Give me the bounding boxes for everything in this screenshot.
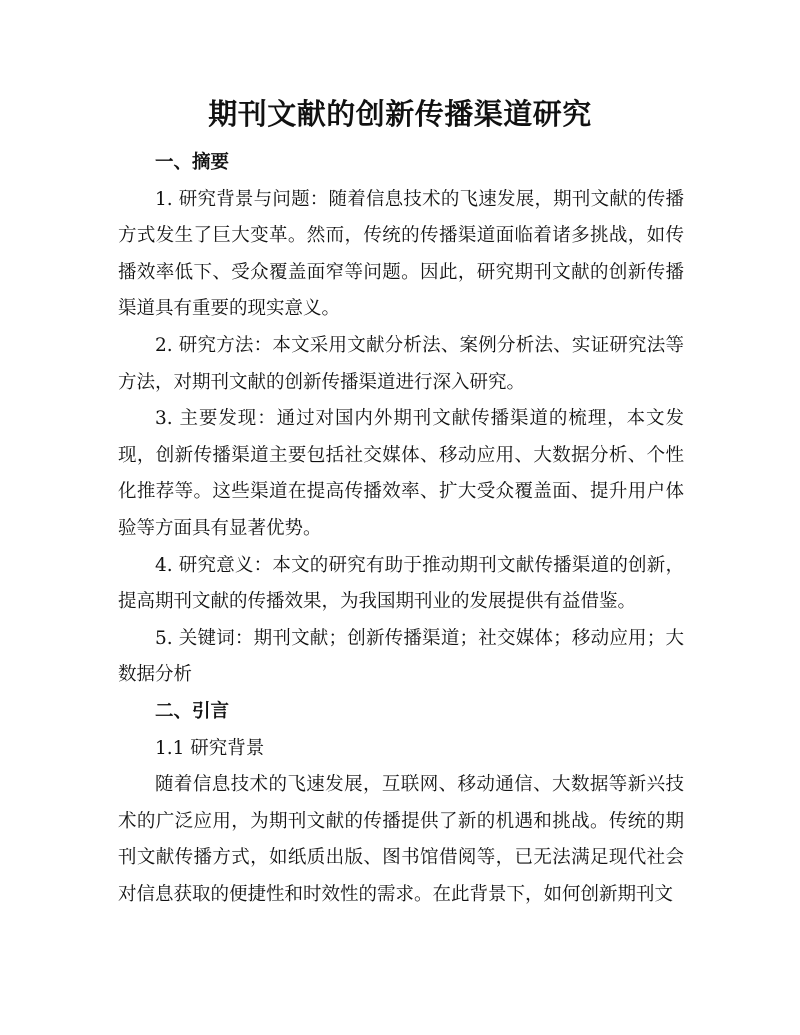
subsection-heading-background: 1.1 研究背景 (155, 737, 265, 759)
abstract-item-significance: 4. 研究意义：本文的研究有助于推动期刊文献传播渠道的创新，提高期刊文献的传播效果，为我国期刊业的发展提供有益借鉴。 (118, 554, 684, 613)
section-heading-introduction: 二、引言 (155, 700, 230, 722)
introduction-paragraph: 随着信息技术的飞速发展，互联网、移动通信、大数据等新兴技术的广泛应用，为期刊文献的传播提供了新的机遇和挑战。传统的期刊文献传播方式，如纸质出版、图书馆借阅等，已无法满足现代社会对信息获取的便捷性和时效性的需求。在此背景下，如何创新期刊文 (118, 774, 684, 905)
document-title: 期刊文献的创新传播渠道研究 (208, 97, 592, 131)
abstract-item-method: 2. 研究方法：本文采用文献分析法、案例分析法、实证研究法等方法，对期刊文献的创新传播渠道进行深入研究。 (118, 334, 684, 393)
abstract-item-background: 1. 研究背景与问题：随着信息技术的飞速发展，期刊文献的传播方式发生了巨大变革。然而，传统的传播渠道面临着诸多挑战，如传播效率低下、受众覆盖面窄等问题。因此，研究期刊文献的创新传播渠道具有重要的现实意义。 (118, 188, 684, 320)
abstract-item-findings: 3. 主要发现：通过对国内外期刊文献传播渠道的梳理，本文发现，创新传播渠道主要包括社交媒体、移动应用、大数据分析、个性化推荐等。这些渠道在提高传播效率、扩大受众覆盖面、提升用户体验等方面具有显著优势。 (118, 408, 684, 539)
abstract-item-keywords: 5. 关键词：期刊文献；创新传播渠道；社交媒体；移动应用；大数据分析 (118, 627, 684, 686)
section-heading-abstract: 一、摘要 (155, 152, 230, 173)
document-body (118, 145, 684, 913)
